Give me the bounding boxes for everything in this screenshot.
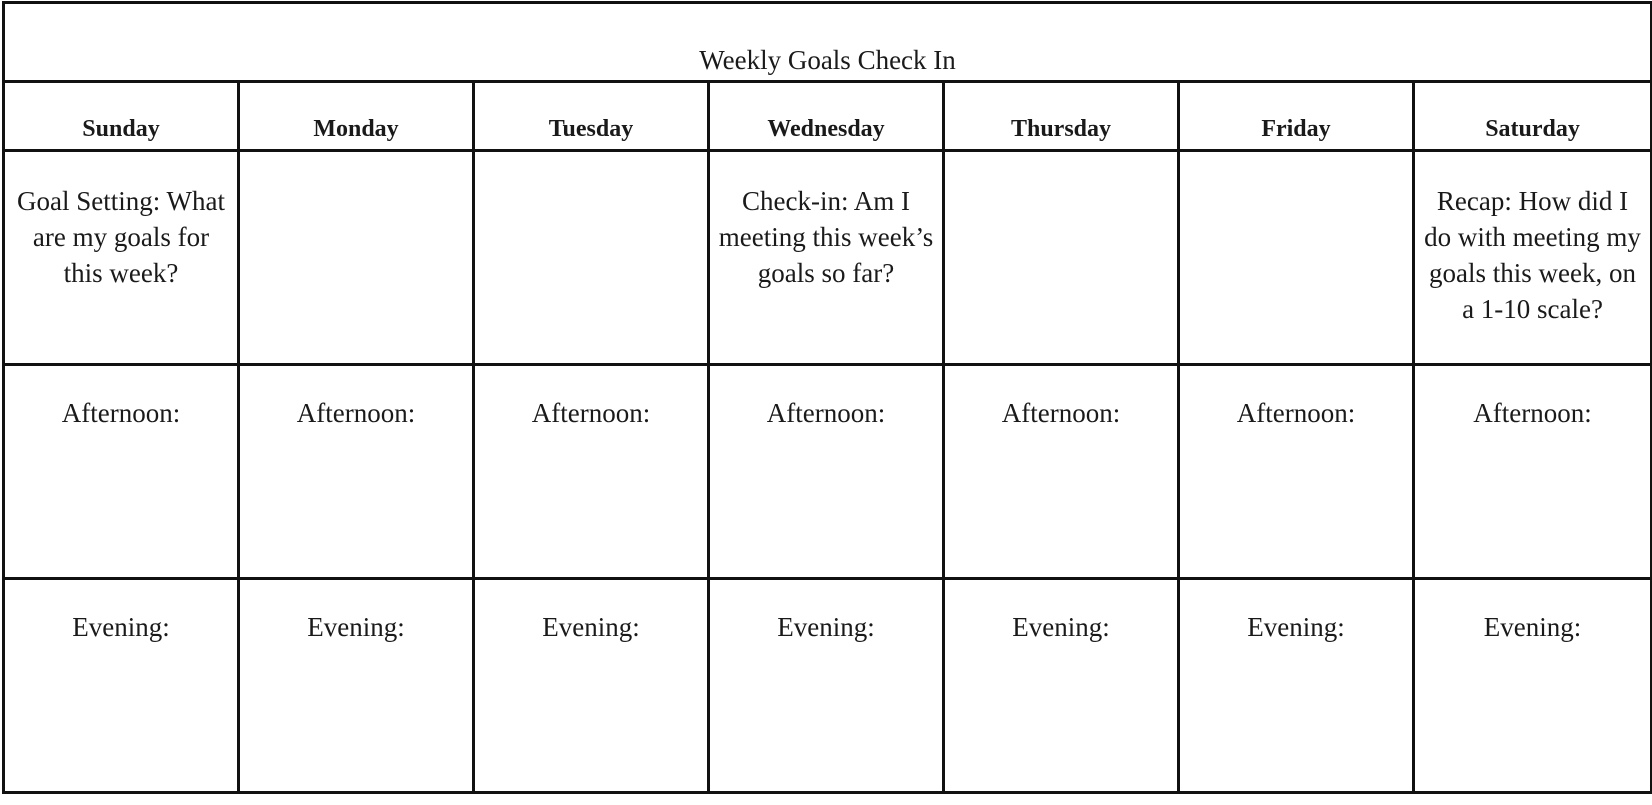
day-header-tuesday: Tuesday xyxy=(474,82,709,151)
evening-label: Evening: xyxy=(307,612,405,642)
afternoon-cell-saturday[interactable] xyxy=(1414,365,1652,579)
evening-cell-thursday[interactable] xyxy=(944,579,1179,793)
page-title: Weekly Goals Check In xyxy=(699,45,956,75)
evening-cell-tuesday[interactable] xyxy=(474,579,709,793)
afternoon-cell-thursday[interactable] xyxy=(944,365,1179,579)
afternoon-cell-monday[interactable] xyxy=(239,365,474,579)
table-title-cell xyxy=(4,3,1652,82)
title-row xyxy=(4,3,1652,82)
day-header-thursday: Thursday xyxy=(944,82,1179,151)
check-in-prompt: Check-in: Am I meeting this week’s goals so far? xyxy=(718,186,934,288)
afternoon-label: Afternoon: xyxy=(766,398,886,428)
evening-label: Evening: xyxy=(777,612,875,642)
evening-label: Evening: xyxy=(1483,612,1582,642)
evening-label: Evening: xyxy=(72,612,170,642)
goal-setting-prompt: Goal Setting: What are my goals for this week? xyxy=(17,186,225,288)
prompt-cell-saturday[interactable] xyxy=(1414,151,1652,365)
evening-cell-sunday[interactable] xyxy=(4,579,239,793)
afternoon-cell-wednesday[interactable] xyxy=(709,365,944,579)
prompt-cell-friday[interactable] xyxy=(1179,151,1414,365)
evening-label: Evening: xyxy=(1012,612,1110,642)
evening-cell-saturday[interactable] xyxy=(1414,579,1652,793)
afternoon-cell-tuesday[interactable] xyxy=(474,365,709,579)
evening-label: Evening: xyxy=(1247,612,1345,642)
afternoon-label: Afternoon: xyxy=(1236,398,1356,428)
prompt-cell-monday[interactable] xyxy=(239,151,474,365)
prompt-cell-tuesday[interactable] xyxy=(474,151,709,365)
evening-cell-wednesday[interactable] xyxy=(709,579,944,793)
afternoon-label: Afternoon: xyxy=(296,398,416,428)
day-header-friday: Friday xyxy=(1179,82,1414,151)
day-header-saturday: Saturday xyxy=(1414,82,1652,151)
prompt-cell-wednesday[interactable] xyxy=(709,151,944,365)
evening-cell-friday[interactable] xyxy=(1179,579,1414,793)
afternoon-label: Afternoon: xyxy=(1473,398,1592,428)
recap-prompt: Recap: How did I do with meeting my goals this week, on a 1-10 scale? xyxy=(1424,186,1641,324)
afternoon-row xyxy=(4,365,1652,579)
evening-cell-monday[interactable] xyxy=(239,579,474,793)
prompt-cell-sunday[interactable] xyxy=(4,151,239,365)
afternoon-label: Afternoon: xyxy=(61,398,181,428)
day-header-monday: Monday xyxy=(239,82,474,151)
day-header-sunday: Sunday xyxy=(4,82,239,151)
afternoon-label: Afternoon: xyxy=(531,398,651,428)
prompt-row xyxy=(4,151,1652,365)
day-header-wednesday: Wednesday xyxy=(709,82,944,151)
day-header-row xyxy=(4,82,1652,151)
weekly-goals-table xyxy=(2,1,1652,794)
evening-row xyxy=(4,579,1652,793)
prompt-cell-thursday[interactable] xyxy=(944,151,1179,365)
afternoon-cell-sunday[interactable] xyxy=(4,365,239,579)
evening-label: Evening: xyxy=(542,612,640,642)
afternoon-label: Afternoon: xyxy=(1001,398,1121,428)
afternoon-cell-friday[interactable] xyxy=(1179,365,1414,579)
